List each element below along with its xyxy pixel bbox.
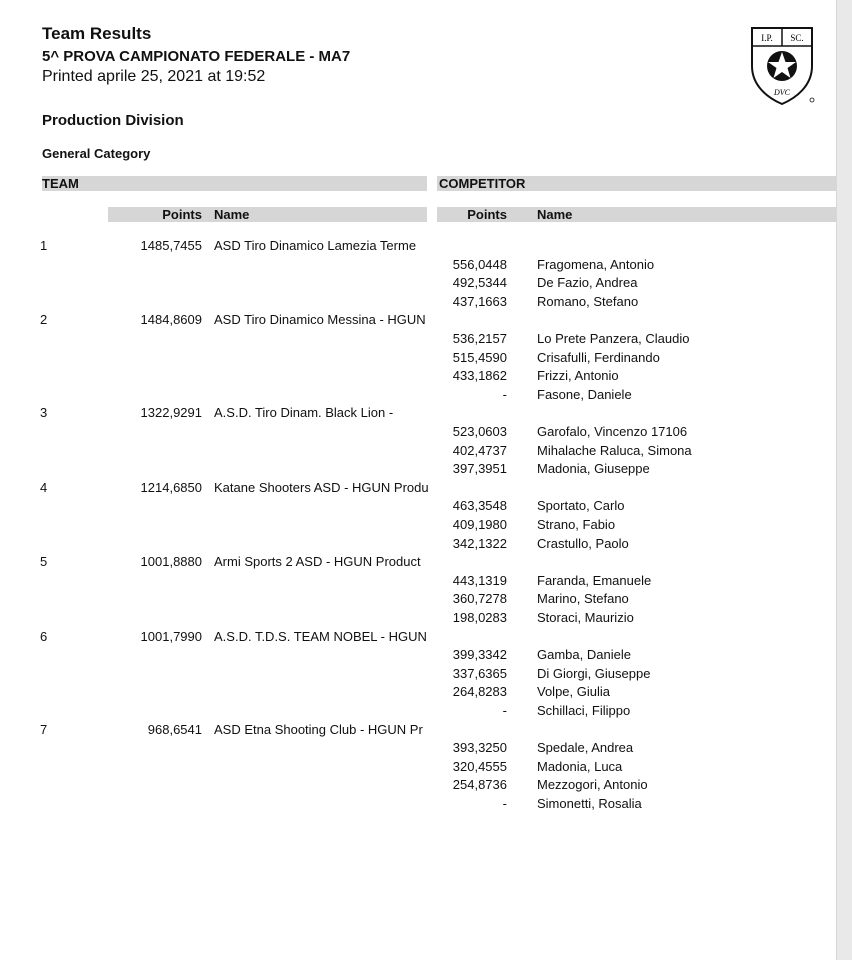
page-title: Team Results [42, 24, 152, 43]
competitor-points: 342,1322 [452, 535, 507, 551]
competitor-name: Volpe, Giulia [537, 684, 610, 700]
competitor-points: 198,0283 [452, 610, 507, 625]
competitor-name: Strano, Fabio [537, 517, 616, 532]
competitor-name: Madonia, Giuseppe [537, 461, 650, 477]
team-name: ASD Tiro Dinamico Messina - HGUN [214, 312, 426, 328]
team-points: 1001,7990 [140, 628, 202, 644]
competitor-points: 360,7278 [452, 591, 507, 607]
competitor-points: 433,1862 [452, 368, 507, 384]
competitor-name: De Fazio, Andrea [537, 275, 638, 291]
competitor-points: 393,3250 [452, 740, 507, 756]
event-subtitle: 5^ PROVA CAMPIONATO FEDERALE - MA7 [42, 48, 351, 65]
team-rank: 3 [40, 405, 48, 421]
team-points: 1001,8880 [140, 554, 202, 570]
competitor-points: 556,0448 [452, 256, 507, 272]
team-subheader-bar [108, 207, 427, 222]
competitor-points: 399,3342 [452, 647, 507, 663]
competitor-points: - [502, 796, 507, 811]
team-rank: 4 [40, 479, 48, 495]
team-name: ASD Tiro Dinamico Lamezia Terme [214, 238, 417, 253]
competitor-name: Crisafulli, Ferdinando [537, 349, 660, 365]
competitor-points: 320,4555 [452, 758, 507, 774]
category-title: General Category [42, 146, 151, 161]
competitor-points: 409,1980 [452, 517, 507, 532]
competitor-name: Frizzi, Antonio [537, 368, 619, 384]
team-name: A.S.D. T.D.S. TEAM NOBEL - HGUN [214, 628, 427, 644]
team-header: TEAM [42, 176, 79, 191]
competitor-points: 515,4590 [452, 349, 507, 365]
competitor-name: Romano, Stefano [537, 293, 639, 309]
competitor-points: - [502, 703, 507, 718]
competitor-points: 536,2157 [452, 331, 507, 346]
competitor-name: Fasone, Daniele [537, 386, 632, 402]
competitor-name: Madonia, Luca [537, 758, 623, 774]
team-name: A.S.D. Tiro Dinam. Black Lion - [214, 405, 394, 421]
competitor-points: 463,3548 [452, 498, 507, 514]
team-name: ASD Etna Shooting Club - HGUN Pr [214, 721, 423, 737]
team-points: 1485,7455 [140, 238, 202, 253]
competitor-points-header: Points [467, 207, 507, 222]
logo-text-right: SC. [790, 33, 804, 43]
team-points: 1322,9291 [140, 405, 202, 421]
competitor-name: Lo Prete Panzera, Claudio [537, 331, 690, 346]
competitor-points: 437,1663 [452, 293, 507, 309]
competitor-points: - [502, 386, 507, 402]
competitor-name: Sportato, Carlo [537, 498, 625, 514]
competitor-points: 397,3951 [452, 461, 507, 477]
team-rank: 6 [40, 628, 48, 644]
team-rank: 2 [40, 312, 48, 328]
competitor-name: Gamba, Daniele [537, 647, 631, 663]
competitor-name: Schillaci, Filippo [537, 703, 631, 718]
logo-text-bottom: DVC [774, 88, 790, 97]
competitor-name: Mezzogori, Antonio [537, 777, 648, 793]
team-rank: 1 [40, 238, 48, 253]
team-rank: 5 [40, 554, 48, 570]
team-name: Katane Shooters ASD - HGUN Produ [214, 479, 429, 495]
competitor-name: Fragomena, Antonio [537, 256, 655, 272]
division-title: Production Division [42, 112, 184, 129]
team-name: Armi Sports 2 ASD - HGUN Product [214, 554, 421, 570]
team-header-bar [42, 176, 427, 191]
team-points: 1214,6850 [140, 479, 202, 495]
competitor-name: Di Giorgi, Giuseppe [537, 665, 651, 681]
team-name-header: Name [214, 207, 250, 222]
competitor-points: 402,4737 [452, 442, 507, 458]
team-rank: 7 [40, 721, 48, 737]
competitor-points: 443,1319 [452, 572, 507, 588]
team-points-header: Points [162, 207, 202, 222]
competitor-name: Spedale, Andrea [537, 740, 634, 756]
competitor-points: 264,8283 [452, 684, 507, 700]
competitor-name: Storaci, Maurizio [537, 610, 634, 625]
competitor-name: Faranda, Emanuele [537, 572, 652, 588]
competitor-header: COMPETITOR [439, 176, 526, 191]
competitor-name: Simonetti, Rosalia [537, 796, 642, 811]
printed-timestamp: Printed aprile 25, 2021 at 19:52 [42, 68, 266, 85]
competitor-name: Marino, Stefano [537, 591, 629, 607]
competitor-points: 337,6365 [452, 665, 507, 681]
team-points: 968,6541 [147, 721, 202, 737]
logo-text-left: I.P. [761, 33, 773, 43]
competitor-name: Mihalache Raluca, Simona [537, 442, 692, 458]
competitor-name: Garofalo, Vincenzo 17106 [537, 424, 688, 439]
team-points: 1484,8609 [140, 312, 202, 328]
competitor-name: Crastullo, Paolo [537, 535, 629, 551]
competitor-name-header: Name [537, 207, 573, 222]
ipsc-logo [748, 22, 816, 106]
competitor-points: 492,5344 [452, 275, 507, 291]
competitor-points: 523,0603 [452, 424, 507, 439]
competitor-points: 254,8736 [452, 777, 507, 793]
